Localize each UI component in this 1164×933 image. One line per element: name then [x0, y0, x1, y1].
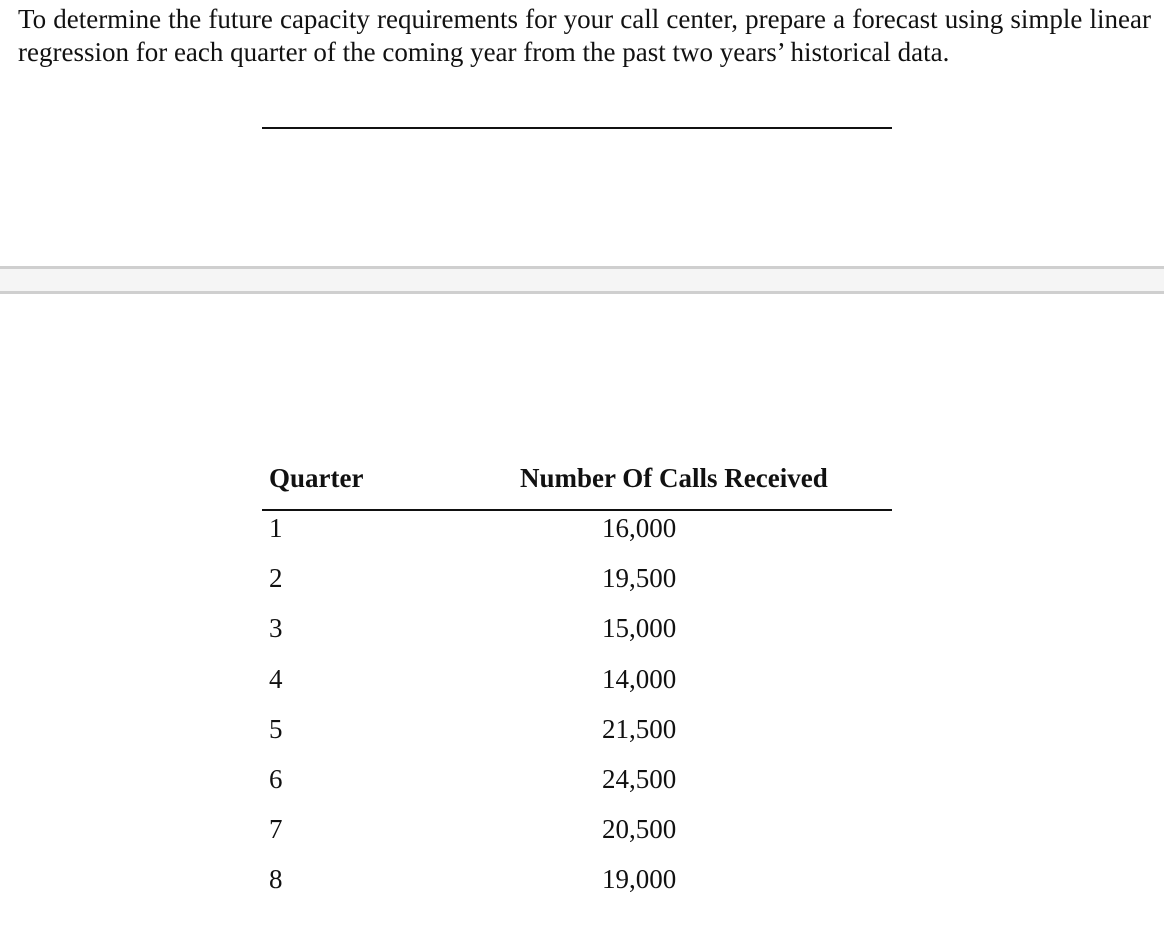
table-row: [262, 812, 892, 862]
quarter-cell: 2: [269, 563, 283, 594]
calls-cell: 19,000: [602, 864, 677, 895]
table-body: [262, 511, 892, 913]
quarter-cell: 8: [269, 864, 283, 895]
table-row: [262, 611, 892, 661]
problem-statement: To determine the future capacity requirements for your call center, prepare a forecast using simple linear regression for each quarter of the coming year from the past two years’ historical data.: [18, 4, 1151, 67]
table-row: [262, 712, 892, 762]
table-row: [262, 561, 892, 611]
quarter-cell: 3: [269, 613, 283, 644]
top-rule: [262, 127, 892, 129]
calls-cell: 14,000: [602, 663, 677, 694]
header-calls-received: Number Of Calls Received: [520, 463, 828, 493]
calls-cell: 19,500: [602, 563, 677, 594]
calls-cell: 21,500: [602, 713, 677, 744]
quarter-cell: 4: [269, 663, 283, 694]
table-row: [262, 762, 892, 812]
table-row: [262, 662, 892, 712]
calls-cell: 16,000: [602, 513, 677, 543]
table-row: [262, 862, 892, 912]
quarter-cell: 1: [269, 513, 283, 543]
quarter-cell: 7: [269, 814, 283, 845]
calls-cell: 24,500: [602, 763, 677, 794]
table-row: [262, 511, 892, 561]
quarter-cell: 6: [269, 763, 283, 794]
calls-cell: 20,500: [602, 814, 677, 845]
calls-cell: 15,000: [602, 613, 677, 644]
table-header: [262, 460, 892, 511]
calls-table: [262, 460, 892, 913]
header-quarter: Quarter: [269, 463, 364, 493]
section-separator: [0, 266, 1164, 294]
quarter-cell: 5: [269, 713, 283, 744]
